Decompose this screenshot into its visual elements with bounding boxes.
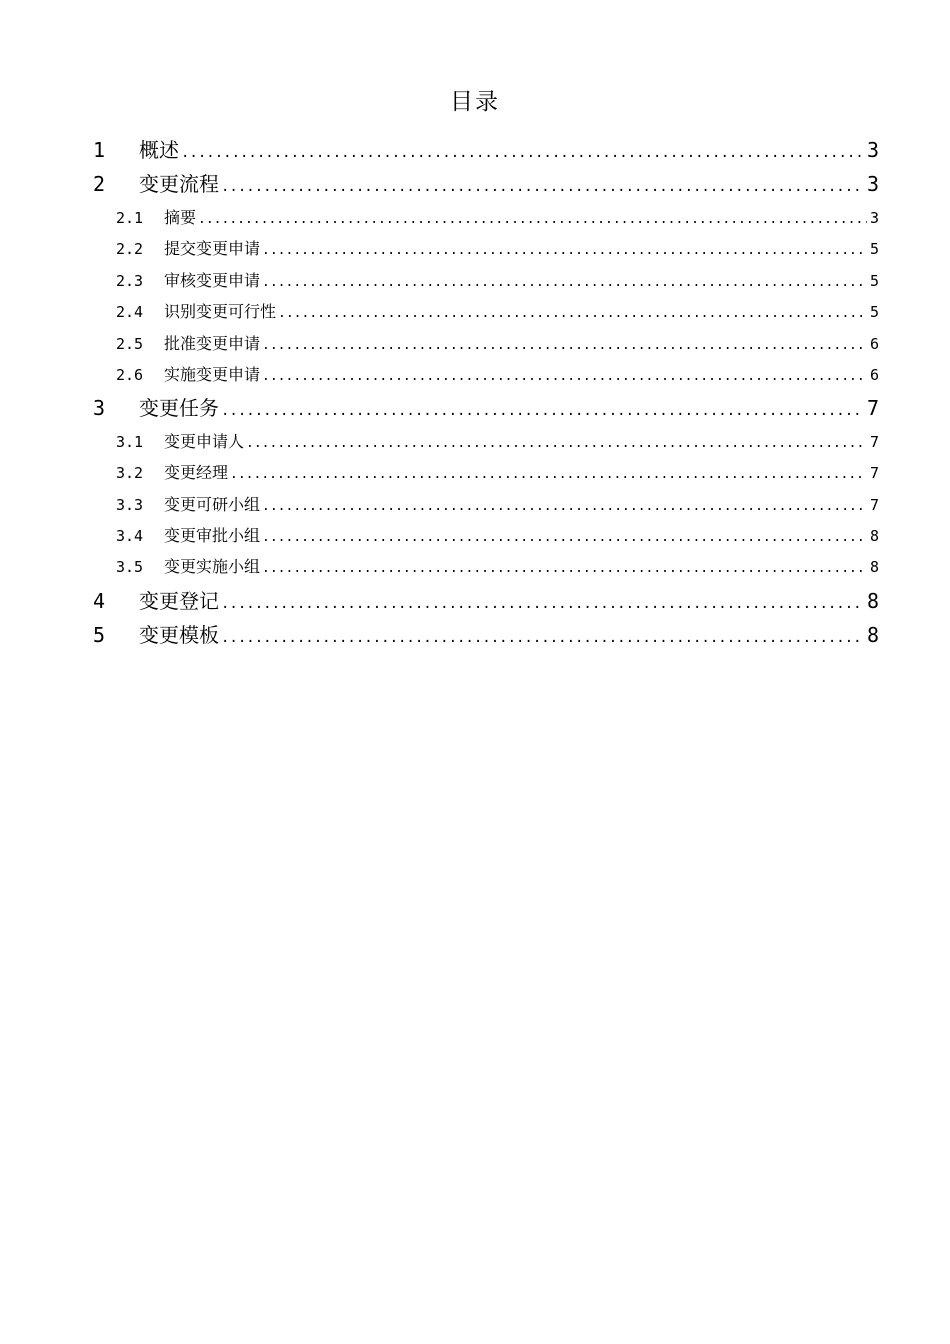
toc-dot-leader [198,208,867,230]
toc-entry-page: 3 [869,209,879,227]
toc-entry-number: 2.5 [116,335,144,353]
toc-entry-number: 3.2 [116,464,144,482]
toc-entry-label: 变更实施小组 [164,557,261,576]
toc-entry-page: 7 [869,464,879,482]
toc-entry[interactable] [116,332,879,356]
toc-entry-label: 识别变更可行性 [164,302,277,321]
toc-dot-leader [262,334,867,356]
toc-dot-leader [262,271,867,293]
toc-entry[interactable] [116,430,879,454]
toc-entry[interactable] [116,269,879,293]
toc-entry-label: 摘要 [164,208,197,227]
toc-entry-label: 变更任务 [139,396,219,420]
toc-entry-number: 2.4 [116,303,144,321]
toc-entry-label: 概述 [139,138,179,162]
toc-entry[interactable] [116,237,879,261]
toc-entry-page: 5 [869,240,879,258]
toc-entry-page: 7 [869,496,879,514]
toc-entry-label: 变更经理 [164,463,229,482]
toc-entry-page: 7 [869,433,879,451]
toc-entry-number: 3 [93,396,106,420]
toc-entry-number: 2.1 [116,209,144,227]
toc-entry[interactable] [116,493,879,517]
toc-dot-leader [262,365,867,387]
toc-entry-number: 3.5 [116,558,144,576]
toc-dot-leader [181,139,864,164]
toc-entry-page: 5 [869,303,879,321]
toc-entry-page: 8 [869,527,879,545]
toc-entry-number: 3.3 [116,496,144,514]
toc-entry-number: 2.2 [116,240,144,258]
toc-entry[interactable] [116,206,879,230]
toc-entry-label: 变更申请人 [164,432,245,451]
toc-dot-leader [221,397,864,422]
toc-entry[interactable] [116,461,879,485]
toc-dot-leader [262,495,867,517]
toc-entry[interactable] [93,136,879,164]
toc-entry-label: 批准变更申请 [164,334,261,353]
toc-entry-page: 7 [866,396,879,420]
toc-entry-page: 6 [869,366,879,384]
toc-entry-label: 变更登记 [139,589,219,613]
toc-entry-label: 审核变更申请 [164,271,261,290]
toc-entry-number: 2.6 [116,366,144,384]
toc-dot-leader [262,239,867,261]
toc-entry-number: 2.3 [116,272,144,290]
toc-entry-label: 实施变更申请 [164,365,261,384]
toc-dot-leader [221,590,864,615]
toc-entry-number: 2 [93,172,106,196]
toc-entry-number: 1 [93,138,106,162]
toc-entry-label: 提交变更申请 [164,239,261,258]
toc-entry-page: 3 [866,138,879,162]
toc-entry-number: 3.1 [116,433,144,451]
toc-entry[interactable] [93,394,879,422]
toc-entry-page: 8 [866,623,879,647]
toc-entry-label: 变更可研小组 [164,495,261,514]
toc-entry-number: 3.4 [116,527,144,545]
toc-entry[interactable] [116,363,879,387]
toc-entry[interactable] [93,587,879,615]
toc-entry[interactable] [93,621,879,649]
toc-dot-leader [221,173,864,198]
toc-entry-label: 变更流程 [139,172,219,196]
toc-dot-leader [262,526,867,548]
toc-entry[interactable] [93,170,879,198]
toc-dot-leader [278,302,867,324]
toc-dot-leader [246,432,867,454]
toc-dot-leader [221,624,864,649]
toc-entry-number: 5 [93,623,106,647]
toc-entry-page: 5 [869,272,879,290]
toc-entry-label: 变更审批小组 [164,526,261,545]
toc-entry[interactable] [116,524,879,548]
toc-entry-page: 3 [866,172,879,196]
toc-title: 目录 [450,89,500,115]
toc-entry-number: 4 [93,589,106,613]
toc-entry-page: 8 [869,558,879,576]
toc-entry[interactable] [116,300,879,324]
toc-entry-page: 8 [866,589,879,613]
toc-dot-leader [230,463,867,485]
toc-entry[interactable] [116,555,879,579]
toc-dot-leader [262,557,867,579]
toc-entry-page: 6 [869,335,879,353]
toc-entry-label: 变更模板 [139,623,219,647]
